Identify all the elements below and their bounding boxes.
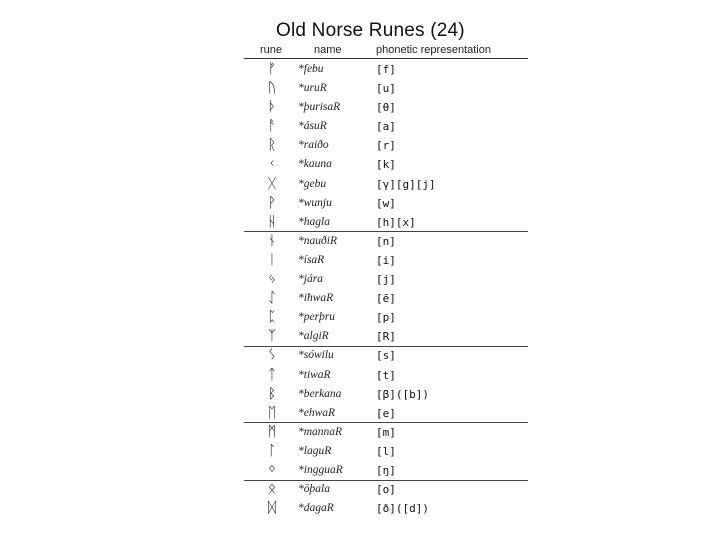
rune-phonetic: [w] (376, 196, 396, 210)
rune-name: *kauna (298, 158, 332, 171)
table-row (238, 327, 528, 346)
rune-glyph: ᛗ (267, 423, 277, 440)
rune-name: *hagla (298, 215, 330, 228)
rune-name: *uruR (298, 82, 327, 95)
rune-phonetic: [j] (376, 273, 396, 287)
rune-name: *febu (298, 63, 324, 75)
table-row (238, 404, 528, 423)
rune-name: *perþru (298, 311, 336, 324)
table-row (238, 79, 528, 98)
header-phonetic: phonetic representation (376, 44, 491, 56)
rune-glyph: ᛞ (267, 500, 277, 517)
group-divider (244, 480, 528, 481)
rune-name: *ísaR (298, 253, 325, 266)
rune-phonetic: [h][x] (376, 215, 416, 229)
table-row (238, 442, 528, 461)
rune-glyph: ᛁ (267, 251, 277, 268)
rune-glyph: ᛈ (267, 309, 277, 326)
rune-name: *sówilu (298, 349, 334, 362)
group-divider (244, 346, 528, 347)
rune-name: *gebu (298, 177, 327, 190)
table-title: Old Norse Runes (24) (276, 20, 465, 41)
rune-glyph: ᚾ (267, 232, 277, 249)
rune-name: *laguR (298, 444, 332, 457)
table-row (238, 499, 528, 518)
rune-name: *mannaR (298, 425, 343, 438)
table-row (238, 60, 528, 79)
rune-name: *jára (298, 273, 323, 286)
rune-name: *algiR (298, 330, 329, 343)
rune-name: *ásuR (298, 120, 327, 133)
rune-glyph: ᚨ (267, 118, 277, 135)
rune-glyph: ᛇ (267, 290, 277, 307)
rune-phonetic: [s] (376, 349, 396, 363)
table-row (238, 213, 528, 232)
rune-phonetic: [p] (376, 311, 396, 325)
table-row (238, 117, 528, 136)
rune-name: *raiðo (298, 139, 329, 152)
rune-glyph: ᛏ (267, 366, 277, 383)
rune-phonetic: [r] (376, 139, 396, 153)
rune-glyph: ᚹ (267, 194, 277, 211)
table-row (238, 366, 528, 385)
table-row (238, 289, 528, 308)
table-row (238, 232, 528, 251)
rune-phonetic: [e] (376, 406, 396, 420)
rune-name: *nauðiR (298, 234, 337, 247)
rune-phonetic: [θ] (376, 101, 396, 115)
rune-name: *tiwaR (298, 368, 331, 381)
rune-name: *þurisaR (298, 101, 341, 114)
group-divider (244, 231, 528, 232)
table-row (238, 480, 528, 499)
table-row (238, 308, 528, 327)
rune-glyph: ᛖ (267, 404, 277, 421)
rune-name: *iħwaR (298, 292, 334, 305)
rune-name: *ingguaR (298, 463, 343, 476)
rune-phonetic: [o] (376, 483, 396, 497)
rune-phonetic: [n] (376, 234, 396, 248)
rune-phonetic: [f] (376, 63, 396, 76)
rune-phonetic: [ē] (376, 292, 396, 306)
rune-phonetic: [u] (376, 82, 396, 96)
rune-phonetic: [i] (376, 253, 396, 267)
header-divider (244, 58, 528, 59)
rune-glyph: ᛉ (267, 328, 277, 345)
header-name: name (314, 44, 342, 56)
rune-glyph: ᛊ (267, 347, 277, 364)
rune-name: *ōþala (298, 483, 330, 496)
rune-phonetic: [k] (376, 158, 396, 172)
rune-glyph: ᛒ (267, 385, 277, 402)
rune-phonetic: [a] (376, 120, 396, 134)
table-row (238, 194, 528, 213)
rune-glyph: ᚢ (267, 80, 277, 97)
rune-name: *dagaR (298, 502, 334, 515)
rune-glyph: ᚺ (267, 213, 277, 230)
table-row (238, 175, 528, 194)
rune-phonetic: [ŋ] (376, 463, 396, 477)
rune-phonetic: [t] (376, 368, 396, 382)
rune-phonetic: [m] (376, 425, 396, 439)
rune-glyph: ᛃ (267, 271, 277, 288)
table-row (238, 270, 528, 289)
table-row (238, 423, 528, 442)
rune-glyph: ᚷ (267, 175, 277, 192)
table-row (238, 98, 528, 117)
table-row (238, 155, 528, 174)
rune-name: *ehwaR (298, 406, 336, 419)
table-row (238, 385, 528, 404)
rune-glyph: ᚲ (267, 156, 277, 173)
rune-phonetic: [R] (376, 330, 396, 344)
rune-phonetic: [ð]([d]) (376, 502, 429, 516)
rune-phonetic: [l] (376, 444, 396, 458)
rune-glyph: ᛜ (267, 461, 277, 478)
rune-glyph: ᛚ (267, 442, 277, 459)
header-rune: rune (260, 44, 283, 56)
table-row (238, 136, 528, 155)
table-row (238, 251, 528, 270)
rune-glyph: ᚱ (267, 137, 277, 154)
rune-rows (238, 60, 528, 518)
rune-table-sheet (238, 12, 528, 520)
rune-name: *wunju (298, 196, 332, 209)
rune-glyph: ᛟ (267, 481, 277, 498)
rune-glyph: ᚠ (267, 61, 277, 77)
rune-glyph: ᚦ (267, 99, 277, 116)
group-divider (244, 422, 528, 423)
table-row (238, 346, 528, 365)
rune-name: *berkana (298, 387, 342, 400)
rune-phonetic: [β]([b]) (376, 387, 429, 401)
table-row (238, 461, 528, 480)
rune-phonetic: [γ][g][j] (376, 177, 436, 191)
